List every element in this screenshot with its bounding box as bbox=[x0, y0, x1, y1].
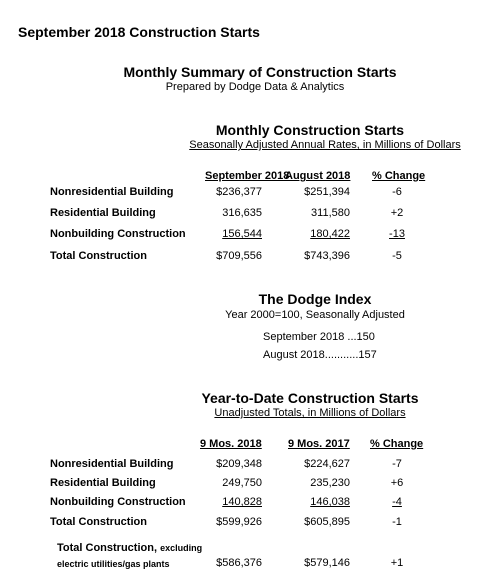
ytd-row-label: Nonbuilding Construction bbox=[50, 496, 186, 508]
monthly-row-previous: 311,580 bbox=[311, 207, 350, 219]
ytd-row-previous: 146,038 bbox=[310, 496, 350, 508]
monthly-header-previous: August 2018 bbox=[285, 170, 351, 182]
ytd-row-current: $599,926 bbox=[216, 516, 262, 528]
monthly-row-current: 316,635 bbox=[222, 207, 262, 219]
dodge-index-previous: August 2018...........157 bbox=[263, 349, 377, 361]
ytd-subtitle: Unadjusted Totals, in Millions of Dollars bbox=[214, 407, 406, 419]
monthly-row-pct: -6 bbox=[392, 186, 402, 198]
monthly-row-label: Nonresidential Building bbox=[50, 186, 174, 198]
ytd-excl-previous: $579,146 bbox=[304, 557, 350, 569]
ytd-excl-label-main: Total Construction, bbox=[57, 542, 158, 554]
ytd-row-previous: $224,627 bbox=[304, 458, 350, 470]
ytd-row-pct: -1 bbox=[392, 516, 402, 528]
ytd-excl-current: $586,376 bbox=[216, 557, 262, 569]
monthly-row-label: Residential Building bbox=[50, 207, 156, 219]
dodge-index-title: The Dodge Index bbox=[258, 291, 372, 307]
ytd-row-label: Nonresidential Building bbox=[50, 458, 174, 470]
ytd-header-current: 9 Mos. 2018 bbox=[200, 438, 262, 450]
monthly-row-current: $709,556 bbox=[216, 250, 262, 262]
monthly-row-current: $236,377 bbox=[216, 186, 262, 198]
ytd-header-pct: % Change bbox=[370, 438, 424, 450]
monthly-row-pct: -5 bbox=[392, 250, 402, 262]
monthly-row-label: Total Construction bbox=[50, 250, 147, 262]
summary-subtitle: Prepared by Dodge Data & Analytics bbox=[165, 81, 345, 93]
ytd-row-pct: -4 bbox=[392, 496, 402, 508]
dodge-index-subtitle: Year 2000=100, Seasonally Adjusted bbox=[225, 309, 405, 321]
monthly-row-pct: +2 bbox=[390, 207, 404, 219]
ytd-row-current: 140,828 bbox=[222, 496, 262, 508]
monthly-subtitle: Seasonally Adjusted Annual Rates, in Millions of Dollars bbox=[189, 139, 461, 151]
ytd-row-label: Residential Building bbox=[50, 477, 156, 489]
ytd-excl-pct: +1 bbox=[390, 557, 404, 569]
summary-title: Monthly Summary of Construction Starts bbox=[123, 64, 397, 80]
ytd-row-previous: 235,230 bbox=[310, 477, 350, 489]
monthly-header-current: September 2018 bbox=[205, 170, 290, 182]
ytd-header-previous: 9 Mos. 2017 bbox=[288, 438, 350, 450]
monthly-row-label: Nonbuilding Construction bbox=[50, 228, 186, 240]
monthly-header-pct: % Change bbox=[372, 170, 426, 182]
ytd-row-pct: +6 bbox=[390, 477, 404, 489]
ytd-row-current: $209,348 bbox=[216, 458, 262, 470]
page-title: September 2018 Construction Starts bbox=[18, 24, 260, 40]
ytd-row-previous: $605,895 bbox=[304, 516, 350, 528]
monthly-row-pct: -13 bbox=[389, 228, 405, 240]
monthly-row-previous: $251,394 bbox=[304, 186, 350, 198]
ytd-row-pct: -7 bbox=[392, 458, 402, 470]
monthly-title: Monthly Construction Starts bbox=[215, 122, 405, 138]
monthly-row-previous: $743,396 bbox=[304, 250, 350, 262]
ytd-title: Year-to-Date Construction Starts bbox=[201, 390, 419, 406]
monthly-row-previous: 180,422 bbox=[310, 228, 350, 240]
ytd-row-label: Total Construction bbox=[50, 516, 147, 528]
ytd-excl-label-detail: electric utilities/gas plants bbox=[57, 559, 170, 569]
ytd-excl-label bbox=[57, 542, 202, 554]
ytd-excl-label-qualifier: excluding bbox=[160, 543, 203, 553]
ytd-row-current: 249,750 bbox=[222, 477, 262, 489]
monthly-row-current: 156,544 bbox=[222, 228, 262, 240]
dodge-index-current: September 2018 ...150 bbox=[263, 331, 375, 343]
